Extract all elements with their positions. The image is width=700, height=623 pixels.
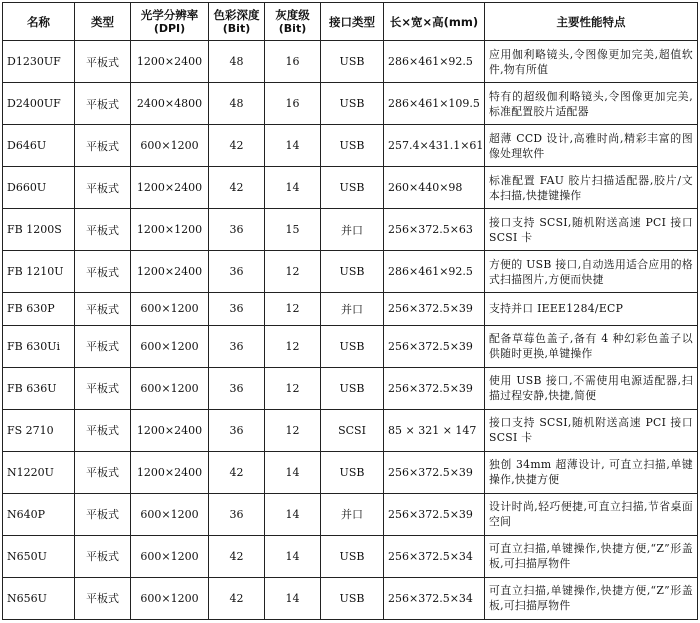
cell-resolution: 1200×2400 [131,167,209,209]
cell-color-depth: 36 [209,493,265,535]
table-header [3,3,698,41]
cell-features: 配备草莓色盖子,备有 4 种幻彩色盖子以供随时更换,单键操作 [485,325,698,367]
cell-features: 接口支持 SCSI,随机附送高速 PCI 接口 SCSI 卡 [485,209,698,251]
cell-interface: USB [321,83,384,125]
cell-features: 应用伽利略镜头,令图像更加完美,超值软件,物有所值 [485,41,698,83]
cell-resolution: 1200×2400 [131,41,209,83]
cell-interface: 并口 [321,493,384,535]
table-row [3,125,698,167]
cell-color-depth: 36 [209,325,265,367]
cell-resolution: 600×1200 [131,125,209,167]
cell-type: 平板式 [75,367,131,409]
cell-interface: USB [321,451,384,493]
header-model: 名称 [3,3,75,41]
cell-type: 平板式 [75,83,131,125]
cell-color-depth: 36 [209,209,265,251]
header-row [3,3,698,41]
header-gray-level-label: 灰度级 [275,7,310,22]
header-gray-level-unit: (Bit) [278,21,307,35]
cell-gray-level: 16 [265,83,321,125]
cell-model: FB 630Ui [3,325,75,367]
table-row [3,293,698,325]
cell-interface: 并口 [321,209,384,251]
cell-type: 平板式 [75,125,131,167]
cell-color-depth: 36 [209,409,265,451]
cell-color-depth: 36 [209,367,265,409]
cell-gray-level: 14 [265,167,321,209]
cell-model: D660U [3,167,75,209]
cell-model: N650U [3,535,75,577]
cell-type: 平板式 [75,41,131,83]
cell-model: N656U [3,577,75,619]
cell-model: FB 630P [3,293,75,325]
cell-color-depth: 42 [209,451,265,493]
cell-gray-level: 12 [265,251,321,293]
cell-interface: SCSI [321,409,384,451]
cell-resolution: 600×1200 [131,535,209,577]
cell-model: D646U [3,125,75,167]
table-row [3,577,698,619]
cell-color-depth: 42 [209,577,265,619]
cell-resolution: 1200×2400 [131,251,209,293]
header-dimensions: 长×宽×高(mm) [384,3,485,41]
cell-color-depth: 36 [209,251,265,293]
cell-interface: USB [321,41,384,83]
header-color-depth [209,3,265,41]
table-body [3,41,698,620]
cell-gray-level: 15 [265,209,321,251]
cell-model: N1220U [3,451,75,493]
cell-gray-level: 14 [265,535,321,577]
cell-dimensions: 256×372.5×39 [384,493,485,535]
cell-gray-level: 12 [265,325,321,367]
cell-interface: USB [321,167,384,209]
cell-model: D1230UF [3,41,75,83]
cell-interface: USB [321,535,384,577]
cell-dimensions: 256×372.5×39 [384,367,485,409]
cell-dimensions: 256×372.5×39 [384,451,485,493]
cell-features: 独创 34mm 超薄设计, 可直立扫描,单键操作,快捷方便 [485,451,698,493]
cell-gray-level: 12 [265,367,321,409]
cell-color-depth: 42 [209,167,265,209]
cell-resolution: 1200×2400 [131,409,209,451]
cell-interface: USB [321,577,384,619]
cell-features: 特有的超级伽利略镜头,令图像更加完美,标准配置胶片适配器 [485,83,698,125]
cell-color-depth: 42 [209,125,265,167]
table-row [3,83,698,125]
cell-type: 平板式 [75,209,131,251]
cell-gray-level: 12 [265,409,321,451]
cell-interface: USB [321,367,384,409]
cell-color-depth: 36 [209,293,265,325]
cell-type: 平板式 [75,409,131,451]
header-resolution-unit: (DPI) [153,21,186,35]
table-row [3,367,698,409]
cell-dimensions: 256×372.5×39 [384,293,485,325]
cell-type: 平板式 [75,167,131,209]
cell-interface: 并口 [321,293,384,325]
cell-model: FS 2710 [3,409,75,451]
cell-dimensions: 286×461×92.5 [384,251,485,293]
cell-features: 设计时尚,轻巧便捷,可直立扫描,节省桌面空间 [485,493,698,535]
cell-model: FB 636U [3,367,75,409]
cell-features: 可直立扫描,单键操作,快捷方便,“Z”形盖板,可扫描厚物件 [485,535,698,577]
cell-resolution: 600×1200 [131,367,209,409]
table-row [3,451,698,493]
cell-resolution: 600×1200 [131,325,209,367]
cell-dimensions: 85 × 321 × 147 [384,409,485,451]
cell-resolution: 1200×1200 [131,209,209,251]
cell-features: 超薄 CCD 设计,高雅时尚,精彩丰富的图像处理软件 [485,125,698,167]
cell-dimensions: 256×372.5×34 [384,577,485,619]
table-row [3,41,698,83]
cell-interface: USB [321,125,384,167]
table-row [3,251,698,293]
cell-features: 可直立扫描,单键操作,快捷方便,“Z”形盖板,可扫描厚物件 [485,577,698,619]
table-row [3,535,698,577]
cell-resolution: 1200×2400 [131,451,209,493]
cell-interface: USB [321,325,384,367]
cell-resolution: 600×1200 [131,293,209,325]
table-row [3,167,698,209]
cell-model: FB 1210U [3,251,75,293]
header-gray-level [265,3,321,41]
cell-features: 标准配置 FAU 胶片扫描适配器,胶片/文本扫描,快捷键操作 [485,167,698,209]
cell-model: D2400UF [3,83,75,125]
cell-type: 平板式 [75,451,131,493]
cell-resolution: 600×1200 [131,493,209,535]
header-color-depth-unit: (Bit) [222,21,251,35]
cell-gray-level: 14 [265,577,321,619]
cell-features: 方便的 USB 接口,自动选用适合应用的格式扫描图片,方便而快捷 [485,251,698,293]
cell-type: 平板式 [75,293,131,325]
scanner-spec-table [2,2,698,620]
table-row [3,409,698,451]
cell-dimensions: 256×372.5×34 [384,535,485,577]
cell-resolution: 2400×4800 [131,83,209,125]
cell-type: 平板式 [75,493,131,535]
cell-gray-level: 14 [265,451,321,493]
header-interface: 接口类型 [321,3,384,41]
cell-type: 平板式 [75,325,131,367]
cell-dimensions: 260×440×98 [384,167,485,209]
header-resolution-label: 光学分辨率 [140,7,199,22]
cell-gray-level: 16 [265,41,321,83]
header-features: 主要性能特点 [485,3,698,41]
cell-dimensions: 286×461×92.5 [384,41,485,83]
cell-gray-level: 14 [265,125,321,167]
cell-color-depth: 48 [209,41,265,83]
cell-features: 使用 USB 接口,不需使用电源适配器,扫描过程安静,快捷,简便 [485,367,698,409]
cell-gray-level: 14 [265,493,321,535]
header-color-depth-label: 色彩深度 [213,7,260,22]
cell-color-depth: 48 [209,83,265,125]
cell-dimensions: 256×372.5×39 [384,325,485,367]
cell-resolution: 600×1200 [131,577,209,619]
cell-dimensions: 256×372.5×63 [384,209,485,251]
cell-color-depth: 42 [209,535,265,577]
table-row [3,325,698,367]
cell-model: FB 1200S [3,209,75,251]
table-row [3,493,698,535]
cell-dimensions: 286×461×109.5 [384,83,485,125]
cell-type: 平板式 [75,251,131,293]
header-resolution [131,3,209,41]
cell-type: 平板式 [75,577,131,619]
cell-features: 支持并口 IEEE1284/ECP [485,293,698,325]
cell-interface: USB [321,251,384,293]
cell-dimensions: 257.4×431.1×61 [384,125,485,167]
cell-features: 接口支持 SCSI,随机附送高速 PCI 接口 SCSI 卡 [485,409,698,451]
cell-model: N640P [3,493,75,535]
cell-gray-level: 12 [265,293,321,325]
table-row [3,209,698,251]
header-type: 类型 [75,3,131,41]
cell-type: 平板式 [75,535,131,577]
